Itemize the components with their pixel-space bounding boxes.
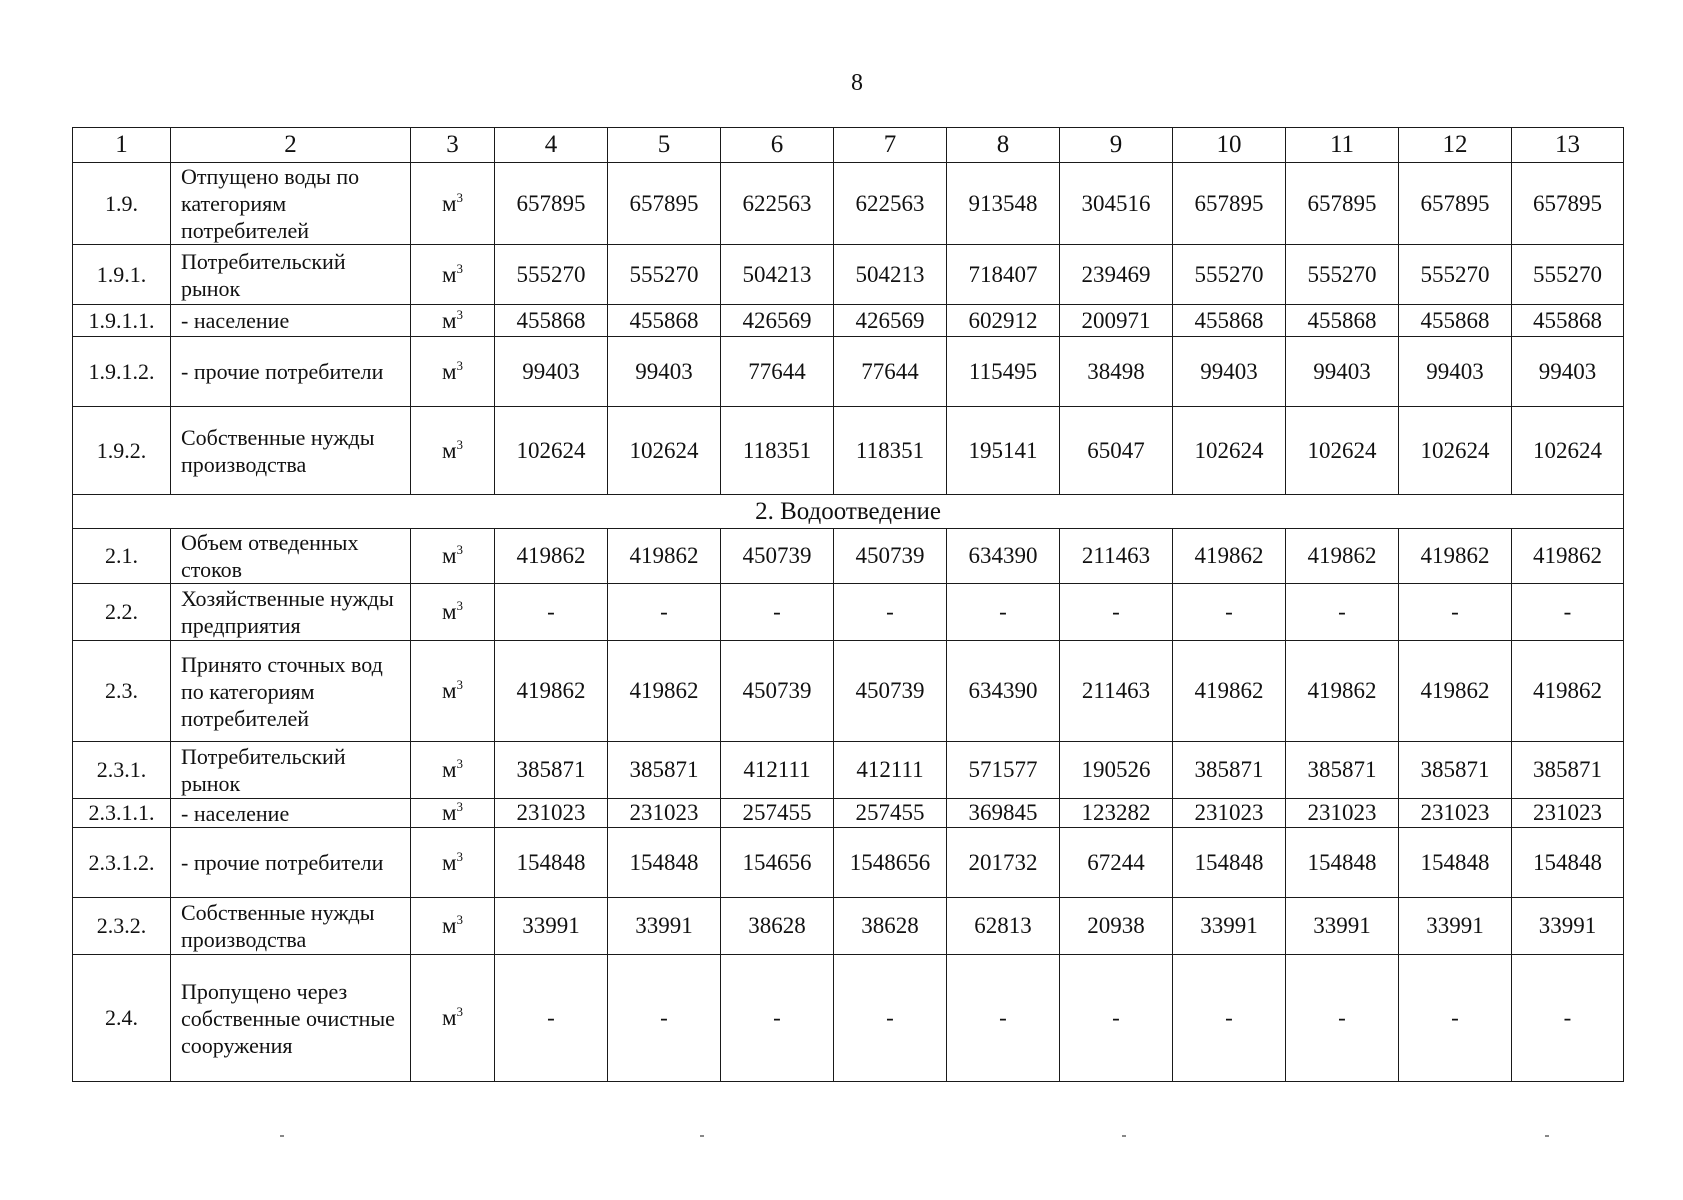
value-cell: 190526: [1060, 742, 1173, 799]
value-cell: 450739: [834, 529, 947, 584]
value-cell: -: [721, 584, 834, 641]
row-name: - население: [171, 305, 411, 337]
unit-cell: [411, 828, 495, 898]
value-cell: 99403: [495, 337, 608, 407]
value-cell: 657895: [1286, 163, 1399, 245]
value-cell: -: [608, 955, 721, 1082]
value-cell: 419862: [1512, 529, 1624, 584]
table-row: [73, 407, 1624, 495]
value-cell: 211463: [1060, 529, 1173, 584]
row-name: - прочие потребители: [171, 337, 411, 407]
value-cell: 622563: [834, 163, 947, 245]
table-row: [73, 245, 1624, 305]
table-row: [73, 898, 1624, 955]
value-cell: 231023: [1512, 799, 1624, 828]
value-cell: -: [1286, 584, 1399, 641]
value-cell: 419862: [1173, 641, 1286, 742]
unit-cell: [411, 799, 495, 828]
value-cell: -: [834, 584, 947, 641]
unit-base: м: [441, 307, 457, 333]
value-cell: -: [1060, 584, 1173, 641]
value-cell: 385871: [1286, 742, 1399, 799]
row-name: - население: [171, 799, 411, 828]
table-row: [73, 641, 1624, 742]
page-number: 8: [851, 70, 863, 96]
value-cell: 657895: [1512, 163, 1624, 245]
unit-power: 3: [456, 189, 464, 205]
value-cell: 154848: [1173, 828, 1286, 898]
unit-power: 3: [456, 848, 464, 864]
value-cell: -: [947, 955, 1060, 1082]
value-cell: -: [1399, 584, 1512, 641]
row-name: - прочие потребители: [171, 828, 411, 898]
value-cell: 231023: [495, 799, 608, 828]
value-cell: 102624: [1512, 407, 1624, 495]
table-row: [73, 584, 1624, 641]
value-cell: 555270: [1173, 245, 1286, 305]
value-cell: 77644: [721, 337, 834, 407]
value-cell: 426569: [834, 305, 947, 337]
column-header: 12: [1399, 128, 1512, 163]
value-cell: -: [1173, 955, 1286, 1082]
value-cell: 455868: [608, 305, 721, 337]
unit-power: 3: [456, 436, 464, 452]
value-cell: 154848: [608, 828, 721, 898]
value-cell: 231023: [1286, 799, 1399, 828]
table-row: [73, 742, 1624, 799]
value-cell: 555270: [495, 245, 608, 305]
unit-cell: [411, 955, 495, 1082]
row-code: 1.9.2.: [73, 407, 171, 495]
value-cell: 154848: [1512, 828, 1624, 898]
value-cell: 555270: [1512, 245, 1624, 305]
row-name: Потребительский рынок: [171, 245, 411, 305]
unit-power: 3: [456, 1004, 464, 1019]
scan-artifact: [280, 1135, 284, 1137]
value-cell: 231023: [1173, 799, 1286, 828]
value-cell: 99403: [1399, 337, 1512, 407]
value-cell: 154848: [495, 828, 608, 898]
value-cell: 504213: [834, 245, 947, 305]
table-row: [73, 305, 1624, 337]
value-cell: 385871: [1173, 742, 1286, 799]
row-code: 2.1.: [73, 529, 171, 584]
value-cell: 20938: [1060, 898, 1173, 955]
value-cell: 455868: [1286, 305, 1399, 337]
value-cell: 201732: [947, 828, 1060, 898]
value-cell: 102624: [495, 407, 608, 495]
unit-base: м: [441, 678, 457, 703]
value-cell: -: [834, 955, 947, 1082]
value-cell: 412111: [834, 742, 947, 799]
unit-power: 3: [456, 598, 464, 613]
value-cell: 426569: [721, 305, 834, 337]
unit-base: м: [441, 913, 457, 938]
column-header: 7: [834, 128, 947, 163]
value-cell: 450739: [834, 641, 947, 742]
column-header: 6: [721, 128, 834, 163]
unit-power: 3: [456, 542, 464, 557]
row-name: Отпущено воды по категориям потребителей: [171, 163, 411, 245]
value-cell: 195141: [947, 407, 1060, 495]
value-cell: 412111: [721, 742, 834, 799]
value-cell: 634390: [947, 641, 1060, 742]
value-cell: 115495: [947, 337, 1060, 407]
value-cell: 455868: [495, 305, 608, 337]
value-cell: 555270: [608, 245, 721, 305]
value-cell: 33991: [608, 898, 721, 955]
value-cell: 38498: [1060, 337, 1173, 407]
value-cell: 385871: [1512, 742, 1624, 799]
value-cell: 419862: [1512, 641, 1624, 742]
table-row: [73, 337, 1624, 407]
unit-power: 3: [456, 799, 464, 814]
table-row: [73, 529, 1624, 584]
value-cell: 634390: [947, 529, 1060, 584]
unit-power: 3: [456, 260, 464, 276]
row-code: 2.2.: [73, 584, 171, 641]
value-cell: 419862: [495, 641, 608, 742]
row-code: 2.3.: [73, 641, 171, 742]
row-name: Принято сточных вод по категориям потребителей: [171, 641, 411, 742]
row-code: 1.9.: [73, 163, 171, 245]
value-cell: 657895: [608, 163, 721, 245]
value-cell: 62813: [947, 898, 1060, 955]
value-cell: 602912: [947, 305, 1060, 337]
value-cell: 657895: [1173, 163, 1286, 245]
value-cell: 102624: [1173, 407, 1286, 495]
value-cell: 419862: [1173, 529, 1286, 584]
value-cell: 154848: [1399, 828, 1512, 898]
value-cell: 657895: [495, 163, 608, 245]
section-row: [73, 495, 1624, 529]
value-cell: 257455: [721, 799, 834, 828]
value-cell: 913548: [947, 163, 1060, 245]
value-cell: 450739: [721, 641, 834, 742]
value-cell: 38628: [721, 898, 834, 955]
unit-base: м: [441, 800, 457, 825]
row-name: Пропущено через собственные очистные сооружения: [171, 955, 411, 1082]
value-cell: 657895: [1399, 163, 1512, 245]
value-cell: 123282: [1060, 799, 1173, 828]
value-cell: 67244: [1060, 828, 1173, 898]
value-cell: -: [495, 584, 608, 641]
value-cell: 200971: [1060, 305, 1173, 337]
value-cell: -: [721, 955, 834, 1082]
section-title: 2. Водоотведение: [73, 495, 1624, 529]
unit-cell: [411, 584, 495, 641]
value-cell: 419862: [1399, 641, 1512, 742]
row-code: 2.3.2.: [73, 898, 171, 955]
column-header: 10: [1173, 128, 1286, 163]
row-name: Собственные нужды производства: [171, 898, 411, 955]
column-header: 13: [1512, 128, 1624, 163]
value-cell: 555270: [1286, 245, 1399, 305]
value-cell: 304516: [1060, 163, 1173, 245]
value-cell: 450739: [721, 529, 834, 584]
value-cell: 385871: [495, 742, 608, 799]
value-cell: 239469: [1060, 245, 1173, 305]
table-row: [73, 955, 1624, 1082]
row-name: Потребительский рынок: [171, 742, 411, 799]
unit-cell: [411, 898, 495, 955]
value-cell: 102624: [608, 407, 721, 495]
column-header: 5: [608, 128, 721, 163]
row-name: Хозяйственные нужды предприятия: [171, 584, 411, 641]
value-cell: 419862: [1286, 529, 1399, 584]
column-header: 3: [411, 128, 495, 163]
value-cell: 419862: [495, 529, 608, 584]
value-cell: 718407: [947, 245, 1060, 305]
row-name: Объем отведенных стоков: [171, 529, 411, 584]
value-cell: 419862: [608, 529, 721, 584]
column-header: 11: [1286, 128, 1399, 163]
unit-power: 3: [456, 357, 464, 373]
value-cell: 455868: [1512, 305, 1624, 337]
column-header: 2: [171, 128, 411, 163]
value-cell: 455868: [1173, 305, 1286, 337]
value-cell: 77644: [834, 337, 947, 407]
value-cell: 99403: [608, 337, 721, 407]
value-cell: 99403: [1512, 337, 1624, 407]
unit-cell: [411, 305, 495, 337]
row-code: 1.9.1.2.: [73, 337, 171, 407]
unit-power: 3: [456, 912, 464, 927]
unit-power: 3: [456, 677, 464, 692]
row-code: 2.3.1.1.: [73, 799, 171, 828]
value-cell: 33991: [1399, 898, 1512, 955]
data-table: [72, 127, 1624, 1082]
value-cell: 33991: [1286, 898, 1399, 955]
unit-base: м: [441, 849, 457, 875]
unit-power: 3: [456, 756, 464, 771]
table-row: [73, 828, 1624, 898]
value-cell: 154848: [1286, 828, 1399, 898]
table-row: [73, 163, 1624, 245]
table-body: [73, 128, 1624, 1082]
value-cell: 419862: [1399, 529, 1512, 584]
value-cell: -: [1286, 955, 1399, 1082]
value-cell: 231023: [1399, 799, 1512, 828]
value-cell: 154656: [721, 828, 834, 898]
unit-cell: [411, 245, 495, 305]
value-cell: 504213: [721, 245, 834, 305]
value-cell: 211463: [1060, 641, 1173, 742]
unit-base: м: [441, 543, 457, 568]
value-cell: 622563: [721, 163, 834, 245]
value-cell: 385871: [1399, 742, 1512, 799]
row-name: Собственные нужды производства: [171, 407, 411, 495]
header-row: [73, 128, 1624, 163]
value-cell: 33991: [1512, 898, 1624, 955]
row-code: 1.9.1.1.: [73, 305, 171, 337]
unit-base: м: [441, 261, 457, 287]
unit-power: 3: [456, 306, 464, 322]
value-cell: 118351: [834, 407, 947, 495]
unit-base: м: [441, 437, 457, 463]
value-cell: 99403: [1286, 337, 1399, 407]
unit-base: м: [441, 190, 457, 216]
value-cell: 257455: [834, 799, 947, 828]
value-cell: 419862: [608, 641, 721, 742]
table-row: [73, 799, 1624, 828]
value-cell: 33991: [495, 898, 608, 955]
value-cell: 118351: [721, 407, 834, 495]
unit-base: м: [441, 757, 457, 782]
value-cell: -: [1173, 584, 1286, 641]
scan-artifact: [1545, 1135, 1549, 1137]
unit-base: м: [441, 1005, 457, 1030]
value-cell: 555270: [1399, 245, 1512, 305]
scan-artifact: [1122, 1135, 1126, 1137]
unit-cell: [411, 742, 495, 799]
value-cell: -: [1512, 955, 1624, 1082]
value-cell: 38628: [834, 898, 947, 955]
value-cell: 1548656: [834, 828, 947, 898]
value-cell: 33991: [1173, 898, 1286, 955]
row-code: 2.4.: [73, 955, 171, 1082]
value-cell: 455868: [1399, 305, 1512, 337]
value-cell: 99403: [1173, 337, 1286, 407]
unit-cell: [411, 529, 495, 584]
unit-cell: [411, 163, 495, 245]
value-cell: 65047: [1060, 407, 1173, 495]
column-header: 9: [1060, 128, 1173, 163]
unit-cell: [411, 407, 495, 495]
value-cell: 385871: [608, 742, 721, 799]
value-cell: -: [1512, 584, 1624, 641]
value-cell: -: [608, 584, 721, 641]
row-code: 1.9.1.: [73, 245, 171, 305]
value-cell: 231023: [608, 799, 721, 828]
value-cell: -: [947, 584, 1060, 641]
value-cell: 419862: [1286, 641, 1399, 742]
unit-base: м: [441, 358, 457, 384]
value-cell: 369845: [947, 799, 1060, 828]
unit-base: м: [441, 599, 457, 624]
value-cell: 571577: [947, 742, 1060, 799]
column-header: 4: [495, 128, 608, 163]
value-cell: -: [1399, 955, 1512, 1082]
row-code: 2.3.1.: [73, 742, 171, 799]
value-cell: 102624: [1286, 407, 1399, 495]
unit-cell: [411, 337, 495, 407]
scan-artifact: [700, 1135, 704, 1137]
value-cell: -: [1060, 955, 1173, 1082]
row-code: 2.3.1.2.: [73, 828, 171, 898]
column-header: 8: [947, 128, 1060, 163]
value-cell: -: [495, 955, 608, 1082]
unit-cell: [411, 641, 495, 742]
column-header: 1: [73, 128, 171, 163]
value-cell: 102624: [1399, 407, 1512, 495]
